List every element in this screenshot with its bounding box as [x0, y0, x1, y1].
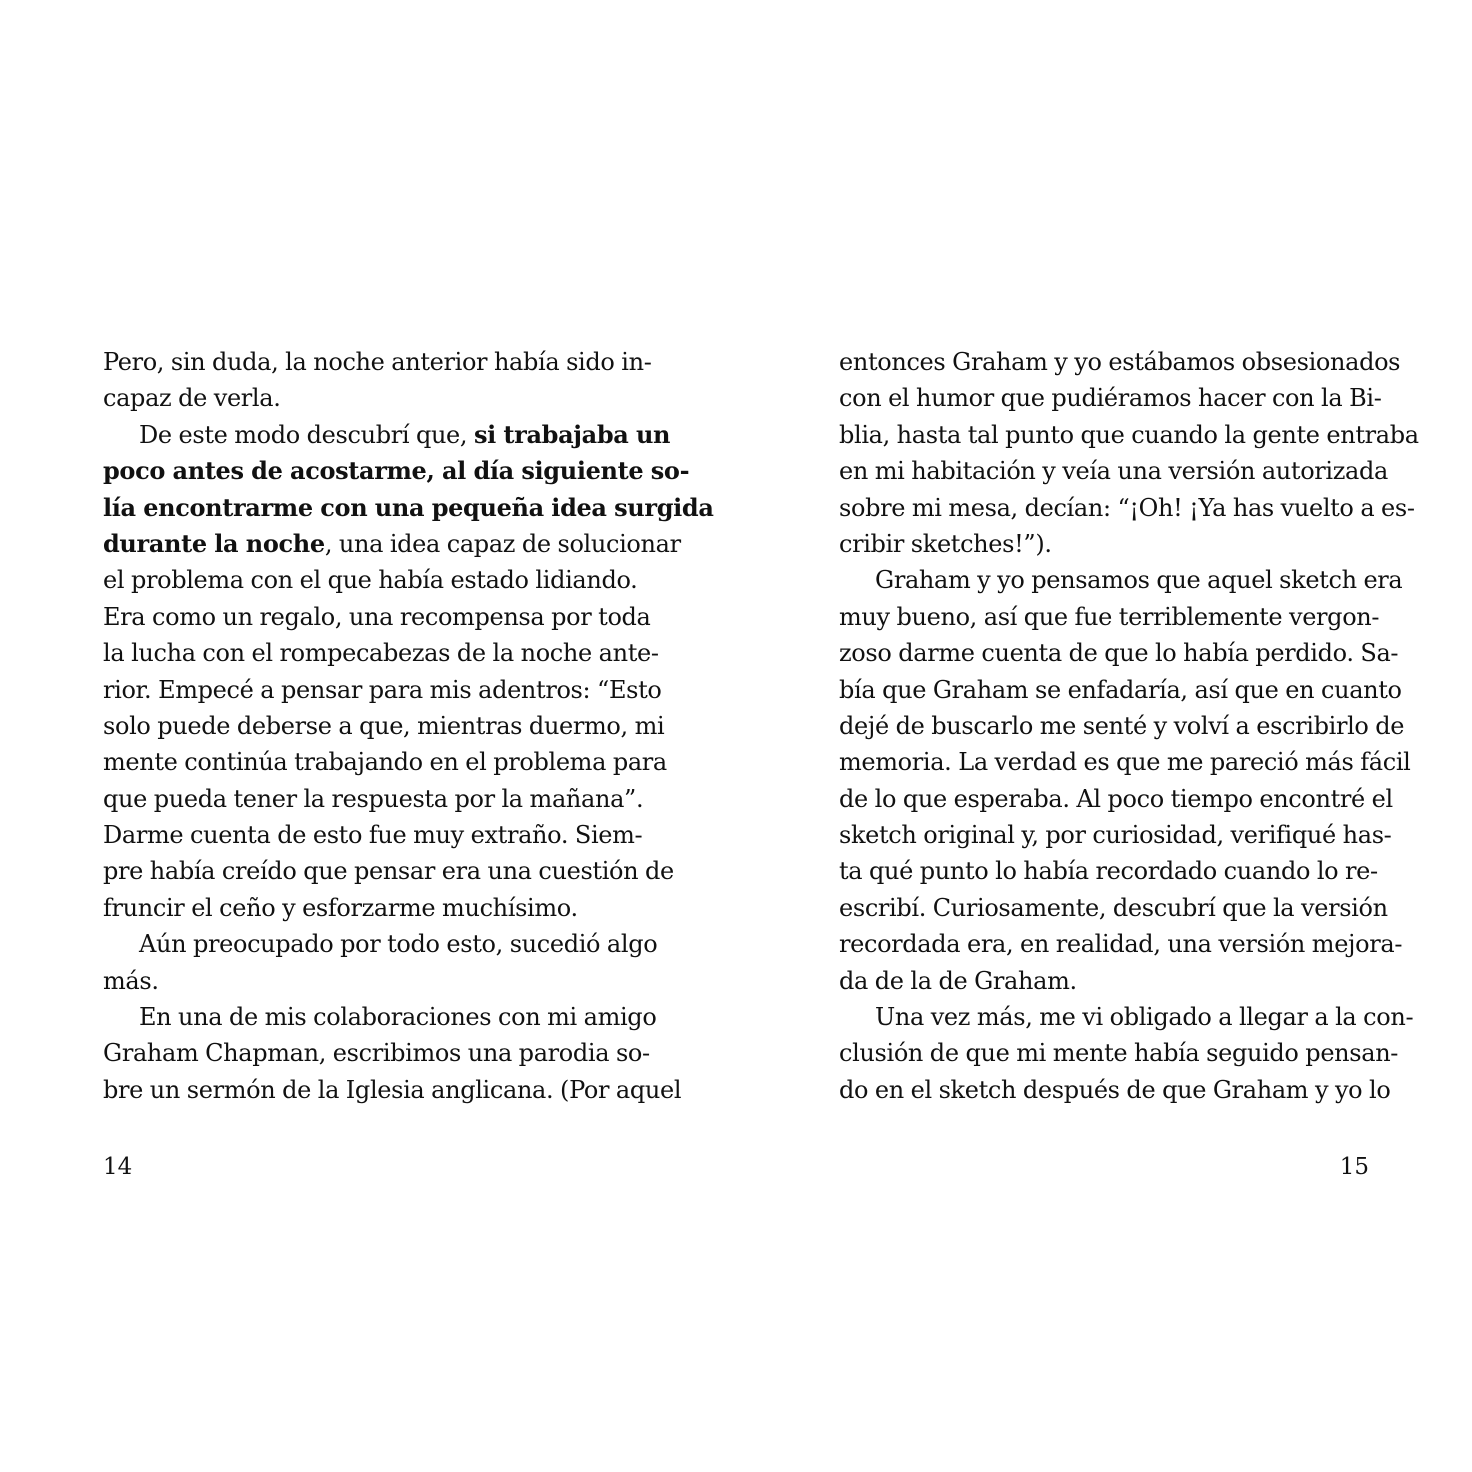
text-line	[839, 781, 1393, 817]
bold-text-segment: poco antes de acostarme, al día siguiente so-	[103, 456, 690, 486]
left-page-body-text	[103, 344, 714, 1108]
text-segment: Aún preocupado por todo esto, sucedió algo	[139, 930, 658, 959]
text-line	[103, 417, 671, 453]
text-line	[103, 963, 633, 999]
text-segment: Graham Chapman, escribimos una parodia so-	[103, 1039, 650, 1068]
text-segment: Graham y yo pensamos que aquel sketch era	[875, 566, 1403, 595]
text-line	[839, 526, 1369, 562]
text-segment: de lo que esperaba. Al poco tiempo encontré el	[839, 784, 1393, 813]
text-segment: muy bueno, así que fue terriblemente vergon-	[839, 602, 1380, 631]
right-page	[736, 0, 1472, 1472]
right-page-number: 15	[1339, 1154, 1369, 1180]
text-line	[839, 453, 1388, 489]
text-line	[103, 599, 651, 635]
text-segment: más.	[103, 966, 159, 995]
text-line	[839, 963, 1369, 999]
text-line	[103, 1035, 650, 1071]
text-segment: escribí. Curiosamente, descubrí que la versión	[839, 893, 1388, 922]
text-segment: sobre mi mesa, decían: “¡Oh! ¡Ya has vuelto a es-	[839, 493, 1415, 522]
text-segment: entonces Graham y yo estábamos obsesionados	[839, 348, 1401, 376]
text-line	[103, 999, 657, 1035]
text-line	[839, 1072, 1391, 1108]
text-line	[103, 926, 658, 962]
text-line	[103, 853, 674, 889]
text-segment: recordada era, en realidad, una versión mejora-	[839, 930, 1403, 959]
text-line	[103, 672, 662, 708]
text-line	[103, 744, 667, 780]
text-segment: memoria. La verdad es que me pareció más fácil	[839, 748, 1411, 777]
text-segment: fruncir el ceño y esforzarme muchísimo.	[103, 893, 578, 922]
text-line	[103, 890, 633, 926]
text-segment: la lucha con el rompecabezas de la noche ante-	[103, 639, 659, 668]
bold-text-segment: si trabajaba un	[473, 419, 671, 449]
text-segment: bre un sermón de la Iglesia anglicana. (Por aquel	[103, 1075, 682, 1104]
text-segment: cribir sketches!”).	[839, 529, 1052, 558]
text-line	[103, 562, 638, 598]
text-line	[839, 635, 1399, 671]
text-line	[103, 526, 681, 562]
text-segment: en mi habitación y veía una versión autorizada	[839, 457, 1388, 486]
text-segment: ta qué punto lo había recordado cuando lo re-	[839, 857, 1378, 886]
text-line	[839, 380, 1382, 416]
text-line	[103, 708, 665, 744]
text-line	[839, 999, 1414, 1035]
text-segment: sketch original y, por curiosidad, verifiqué has-	[839, 821, 1392, 850]
text-line	[839, 562, 1403, 598]
text-segment: solo puede deberse a que, mientras duermo, mi	[103, 711, 665, 740]
text-line	[103, 344, 652, 380]
text-segment: rior. Empecé a pensar para mis adentros: “Esto	[103, 675, 662, 704]
text-segment: clusión de que mi mente había seguido pensan-	[839, 1039, 1399, 1068]
text-segment: pre había creído que pensar era una cuestión de	[103, 857, 674, 886]
text-line	[839, 926, 1403, 962]
text-segment: que pueda tener la respuesta por la mañana”.	[103, 784, 644, 813]
text-segment: blia, hasta tal punto que cuando la gente entraba	[839, 420, 1419, 449]
text-line	[839, 417, 1419, 453]
bold-text-segment: lía encontrarme con una pequeña idea surgida	[103, 492, 714, 522]
text-segment: el problema con el que había estado lidiando.	[103, 566, 638, 595]
text-segment: con el humor que pudiéramos hacer con la Bi-	[839, 384, 1382, 413]
text-line	[103, 781, 644, 817]
text-segment: Una vez más, me vi obligado a llegar a la con-	[875, 1003, 1414, 1032]
text-line	[103, 635, 659, 671]
text-line	[103, 490, 714, 526]
text-segment: , una idea capaz de solucionar	[324, 529, 681, 558]
text-line	[839, 708, 1405, 744]
text-segment: dejé de buscarlo me senté y volví a escribirlo de	[839, 711, 1405, 740]
text-line	[103, 1072, 682, 1108]
text-segment: do en el sketch después de que Graham y yo lo	[839, 1075, 1391, 1104]
text-line	[839, 490, 1415, 526]
text-segment: da de la de Graham.	[839, 966, 1077, 995]
right-page-body-text	[839, 344, 1419, 1108]
text-line	[839, 890, 1388, 926]
text-segment: zoso darme cuenta de que lo había perdido. Sa-	[839, 639, 1399, 668]
left-page-number: 14	[103, 1154, 133, 1180]
text-line	[839, 744, 1411, 780]
text-line	[103, 817, 643, 853]
text-line	[839, 853, 1378, 889]
text-segment: En una de mis colaboraciones con mi amigo	[139, 1003, 657, 1032]
text-segment: capaz de verla.	[103, 384, 281, 413]
text-line	[839, 599, 1380, 635]
text-line	[103, 453, 690, 489]
text-line	[839, 817, 1392, 853]
text-segment: Era como un regalo, una recompensa por toda	[103, 602, 651, 631]
text-segment: Pero, sin duda, la noche anterior había sido in-	[103, 348, 652, 376]
bold-text-segment: durante la noche	[103, 528, 325, 558]
text-line	[839, 1035, 1399, 1071]
text-line	[839, 672, 1402, 708]
text-segment: De este modo descubrí que,	[139, 420, 474, 449]
text-line	[839, 344, 1401, 380]
text-segment: Darme cuenta de esto fue muy extraño. Siem-	[103, 821, 643, 850]
text-segment: bía que Graham se enfadaría, así que en cuanto	[839, 675, 1402, 704]
text-segment: mente continúa trabajando en el problema para	[103, 748, 667, 777]
text-line	[103, 380, 633, 416]
